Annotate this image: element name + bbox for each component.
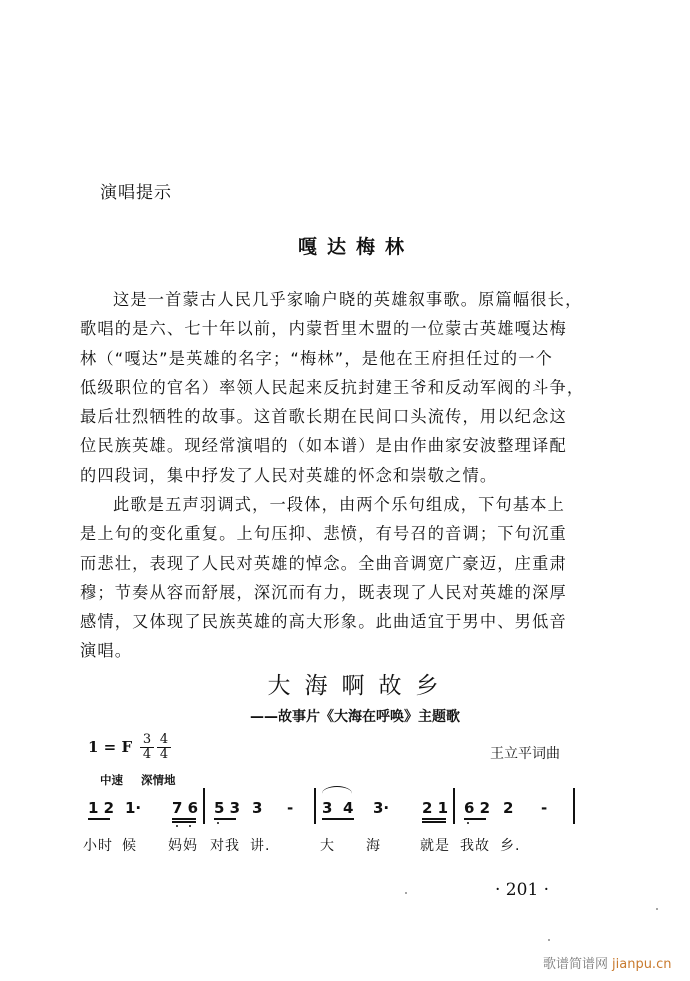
note: 2: [503, 799, 514, 817]
composer-credit: 王立平词曲: [490, 746, 560, 762]
paragraph-line: 低级职位的官名）率领人民起来反抗封建王爷和反动军阀的斗争，: [80, 377, 585, 397]
note-dash: -: [287, 799, 294, 817]
note-group: 7 6: [172, 799, 199, 817]
eighth-underline: [322, 818, 354, 820]
key-signature: 1 = F: [88, 738, 133, 756]
tempo-expression: 深情地: [141, 773, 176, 787]
paragraph-line: 演唱。: [80, 641, 133, 661]
tempo-speed: 中速: [100, 773, 123, 787]
barline: [203, 788, 205, 824]
section-label: 演唱提示: [100, 183, 172, 203]
note: 3: [252, 799, 263, 817]
paragraph-2: [80, 490, 594, 666]
note-dotted: 1·: [125, 799, 142, 817]
paragraph-line: 是上句的变化重复。上句压抑、悲愤，有号召的音调；下句沉重: [80, 524, 567, 544]
eighth-underline: [464, 818, 486, 820]
speck: [405, 892, 407, 894]
paragraph-line: 而悲壮，表现了人民对英雄的悼念。全曲音调宽广豪迈，庄重肃: [80, 553, 567, 573]
lyric: 妈妈: [168, 838, 198, 854]
lyric: 大: [320, 838, 335, 854]
watermark: [543, 953, 671, 972]
note: 4: [343, 799, 354, 817]
paragraph-line: 这是一首蒙古人民几乎家喻户晓的英雄叙事歌。原篇幅很长，: [113, 290, 583, 309]
lyric: 讲.: [250, 838, 271, 854]
low-octave-dot: [217, 822, 219, 824]
eighth-underline: [214, 818, 236, 820]
time-signature-4-4: [157, 733, 171, 762]
time-signature-3-4: [140, 733, 154, 762]
note-dotted: 3·: [373, 799, 390, 817]
eighth-underline: [422, 818, 446, 820]
lyric: 就是: [420, 838, 450, 854]
low-octave-dot: [189, 825, 191, 827]
note-group: 5 3: [214, 799, 241, 817]
speck: [656, 908, 658, 910]
page-number: · 201 ·: [495, 880, 550, 900]
lyric: 对我: [210, 838, 240, 854]
paragraph-line: 感情，又体现了民族英雄的高大形象。此曲适宜于男中、男低音: [80, 612, 567, 632]
lyric: 小时: [83, 838, 113, 854]
note-group: 2 1: [422, 799, 449, 817]
low-octave-dot: [176, 825, 178, 827]
time-sig-denominator: 4: [159, 747, 169, 762]
eighth-underline: [88, 818, 110, 820]
low-octave-dot: [467, 822, 469, 824]
tempo-marking: [100, 772, 190, 788]
score-subtitle: ——故事片《大海在呼唤》主题歌: [250, 709, 460, 725]
lyric: 候: [122, 838, 137, 854]
paragraph-line: 位民族英雄。现经常演唱的（如本谱）是由作曲家安波整理译配: [80, 436, 567, 456]
sixteenth-underline: [422, 821, 446, 823]
eighth-underline: [172, 818, 196, 820]
barline: [573, 788, 575, 824]
time-sig-numerator: 4: [157, 733, 171, 748]
lyric: 乡.: [500, 838, 521, 854]
paragraph-line: 穆；节奏从容而舒展，深沉而有力，既表现了人民对英雄的深厚: [80, 582, 567, 602]
lyric: 我故: [460, 838, 490, 854]
paragraph-line: 歌唱的是六、七十年以前，内蒙哲里木盟的一位蒙古英雄嘎达梅: [80, 319, 567, 339]
barline: [453, 788, 455, 824]
note-group: 1 2: [88, 799, 115, 817]
paragraph-1: [80, 285, 594, 490]
speck: [548, 939, 550, 941]
song-heading: 嘎达梅林: [297, 236, 414, 258]
watermark-site-name: 歌谱简谱网: [543, 957, 609, 972]
lyric: 海: [366, 838, 381, 854]
paragraph-line: 的四段词，集中抒发了人民对英雄的怀念和崇敬之情。: [80, 465, 498, 485]
paragraph-line: 此歌是五声羽调式，一段体，由两个乐句组成，下句基本上: [113, 495, 566, 514]
barline: [314, 788, 316, 824]
paragraph-line: 林（“嘎达”是英雄的名字；“梅林”，是他在王府担任过的一个: [80, 348, 554, 368]
note: 3: [322, 799, 333, 817]
sixteenth-underline: [172, 821, 196, 823]
paragraph-line: 最后壮烈牺牲的故事。这首歌长期在民间口头流传，用以纪念这: [80, 407, 567, 427]
note-group: 6 2: [464, 799, 491, 817]
score-title: 大海啊故乡: [267, 673, 453, 699]
watermark-url: jianpu.cn: [612, 957, 672, 972]
note-dash: -: [541, 799, 548, 817]
time-sig-denominator: 4: [142, 747, 152, 762]
time-sig-numerator: 3: [140, 733, 154, 748]
